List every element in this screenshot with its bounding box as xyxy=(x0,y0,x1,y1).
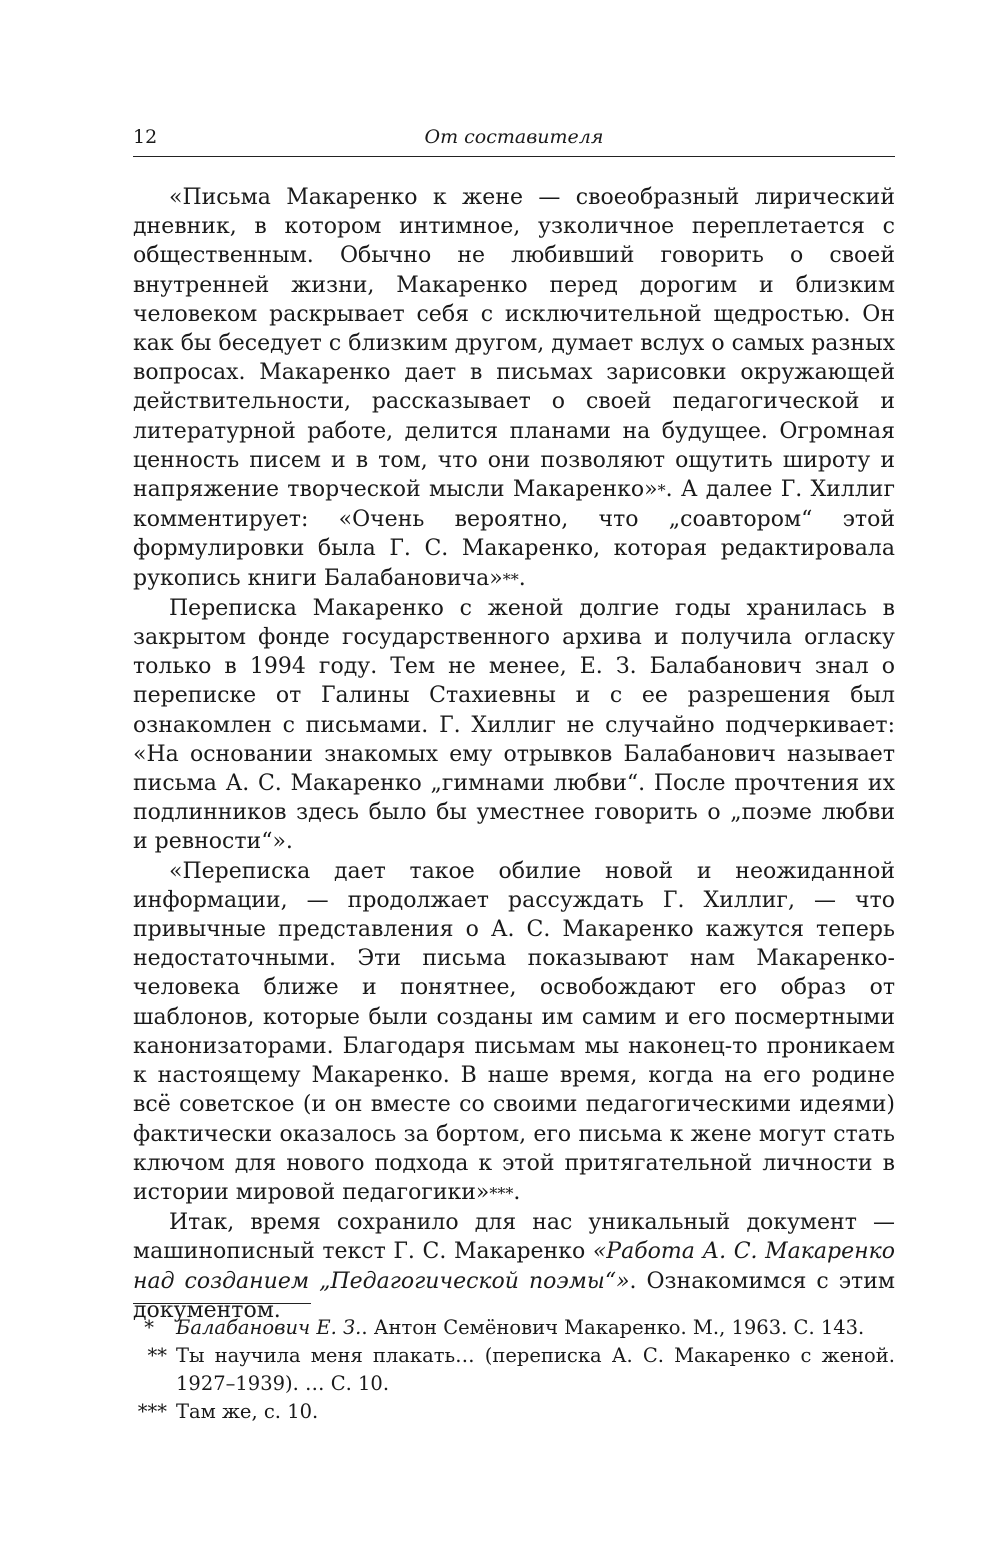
footnote-ref: * xyxy=(657,481,666,501)
paragraph-2: Переписка Макаренко с женой долгие годы хранилась в закрытом фонде государственного архива и получила огласку только в 1994 году. Тем не менее, Е. З. Балабанович знал о переписке от Галины Стахиевны и с ее разрешения был ознакомлен с письмами. Г. Хиллиг не случайно подчеркивает: «На основании знакомых ему отрывков Балабанович называет письма А. С. Макаренко „гимнами любви“. После прочтения их подлинников здесь было бы уместнее говорить о „поэме любви и ревности“». xyxy=(133,595,895,855)
footnote-divider xyxy=(133,1303,311,1304)
page-number: 12 xyxy=(133,126,158,148)
paragraph-text: Итак, время сохранило для нас уникальный документ — машинописный текст Г. С. Макаренко xyxy=(133,1210,895,1265)
paragraph-1 xyxy=(133,183,895,594)
footnote-mark: *** xyxy=(137,1400,167,1423)
footnote-mark: * xyxy=(144,1316,154,1339)
paragraph-text: . xyxy=(518,565,526,591)
main-text xyxy=(133,183,895,1325)
paragraph-text: «Письма Макаренко к жене — своеобразный лирический дневник, в котором интимное, узколичное переплетается с общественным. Обычно не любивший говорить о своей внутренней жизни, Макаренко перед дорогим и близким человеком раскрывает себя с исключительной щедростью. Он как бы беседует с близким другом, думает вслух о самых разных вопросах. Макаренко дает в письмах зарисовки окружающей действительности, рассказывает о своей педагогической и литературной работе, делится планами на будущее. Огромная ценность писем и в том, что они позволяют ощутить широту и напряжение творческой мысли Макаренко» xyxy=(133,185,895,503)
running-header xyxy=(133,124,895,157)
paragraph-4 xyxy=(133,1208,895,1325)
paragraph-text: . Ознакомимся с этим документом. xyxy=(133,1268,895,1323)
document-title: «Работа А. С. Макаренко над созданием „Педагогической поэмы“» xyxy=(133,1239,895,1294)
footnote-text: Ты научила меня плакать… (переписка А. С. Макаренко с женой. 1927–1939). … С. 10. xyxy=(176,1344,895,1395)
footnote-1 xyxy=(133,1314,895,1342)
paragraph-text: . А далее Г. Хиллиг комментирует: «Очень вероятно, что „соавтором“ этой формулировки была Г. С. Макаренко, которая редактировала рукопись книги Балабановича» xyxy=(133,477,895,591)
footnote-ref: *** xyxy=(489,1183,514,1203)
footnote-mark: ** xyxy=(147,1344,167,1367)
footnote-text xyxy=(176,1314,895,1342)
footnote-3 xyxy=(133,1398,895,1426)
running-title: От составителя xyxy=(424,126,604,148)
footnote-author: Балабанович Е. З. xyxy=(176,1316,362,1339)
footnote-ref: ** xyxy=(502,569,519,589)
footnote-2 xyxy=(133,1342,895,1398)
footnote-text: Там же, с. 10. xyxy=(176,1400,319,1423)
footnotes xyxy=(133,1314,895,1426)
paragraph-text: . xyxy=(513,1179,521,1205)
paragraph-3 xyxy=(133,857,895,1208)
paragraph-text: «Переписка дает такое обилие новой и неожиданной информации, — продолжает рассуждать Г. Хиллиг, — что привычные представления о А. С. Макаренко кажутся теперь недостаточными. Эти письма показывают нам Макаренко-человека ближе и понятнее, освобождают его образ от шаблонов, которые были созданы им самим и его посмертными канонизаторами. Благодаря письмам мы наконец-то проникаем к настоящему Макаренко. В наше время, когда на его родине всё советское (и он вместе со своими педагогическими идеями) фактически оказалось за бортом, его письма к жене могут стать ключом для нового подхода к этой притягательной личности в истории мировой педагогики» xyxy=(133,858,895,1205)
footnote-citation: . Антон Семёнович Макаренко. М., 1963. С. 143. xyxy=(361,1316,865,1339)
